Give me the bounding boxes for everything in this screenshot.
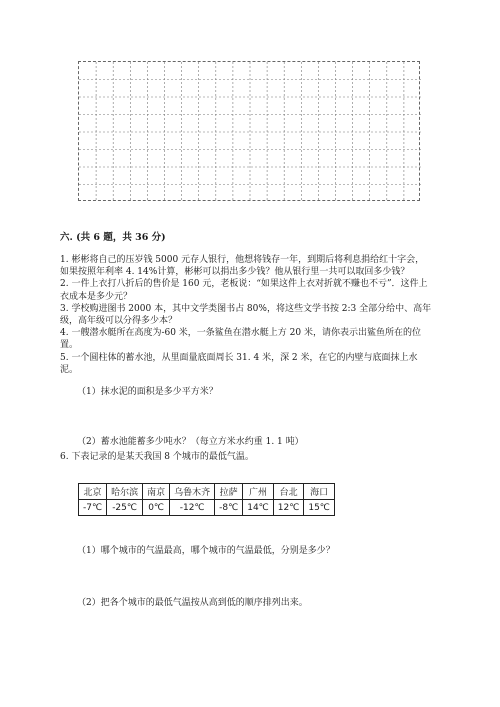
city-row	[79, 484, 335, 500]
city-cell: 哈尔滨	[107, 484, 143, 500]
city-cell: 乌鲁木齐	[170, 484, 215, 500]
problem-5: 5. 一个圆柱体的蓄水池，从里面量底面周长 31. 4 米，深 2 米，在它的内壁与底面抹上水泥。	[60, 352, 418, 375]
temp-cell: 0℃	[143, 500, 170, 516]
temperature-table	[78, 483, 335, 516]
temp-cell: -8℃	[215, 500, 243, 516]
problem-1: 1. 彬彬将自己的压岁钱 5000 元存人银行，他想将钱存一年，到期后将利息捐给红十字会，如果按照年利率 4. 14%计算，彬彬可以捐出多少钱？他从银行里一共可以取回多少钱？	[60, 255, 425, 278]
problem-4: 4. 一艘潜水艇所在高度为-60 米，一条鲨鱼在潜水艇上方 20 米，请你表示出鲨鱼所在的位置。	[60, 328, 421, 351]
answer-grid	[78, 61, 420, 201]
temp-cell: -25℃	[107, 500, 143, 516]
city-cell: 北京	[79, 484, 107, 500]
problem-3: 3. 学校购进图书 2000 本，其中文学类图书占 80%，将这些文学书按 2:3 全部分给中、高年级，高年级可以分得多少本？	[60, 303, 432, 327]
q6-intro: 6. 下表记录的是某天我国 8 个城市的最低气温。	[60, 452, 254, 462]
q6-sub-2: （2）把各个城市的最低气温按从高到低的顺序排列出来。	[77, 598, 308, 608]
section-title: 六. (共 6 题，共 36 分)	[60, 232, 166, 243]
grid-lines	[79, 62, 421, 202]
temp-cell: 12℃	[273, 500, 304, 516]
city-cell: 广州	[243, 484, 274, 500]
city-cell: 拉萨	[215, 484, 243, 500]
problem-list	[60, 254, 432, 376]
temp-cell: 14℃	[243, 500, 274, 516]
q6-sub-1: （1）哪个城市的气温最高，哪个城市的气温最低，分别是多少？	[77, 546, 335, 556]
q5-sub-2: （2）蓄水池能蓄多少吨水？（每立方米水约重 1. 1 吨）	[77, 437, 304, 447]
city-cell: 海口	[304, 484, 335, 500]
temp-cell: -7℃	[79, 500, 107, 516]
city-cell: 南京	[143, 484, 170, 500]
temp-row	[79, 500, 335, 516]
problem-2: 2. 一件上衣打八折后的售价是 160 元，老板说：“如果这件上衣对折就不赚也不亏”．这件上衣成本是多少元？	[60, 279, 428, 302]
temp-cell: -12℃	[170, 500, 215, 516]
city-cell: 台北	[273, 484, 304, 500]
temp-cell: 15℃	[304, 500, 335, 516]
q5-sub-1: （1）抹水泥的面积是多少平方米？	[77, 387, 218, 397]
